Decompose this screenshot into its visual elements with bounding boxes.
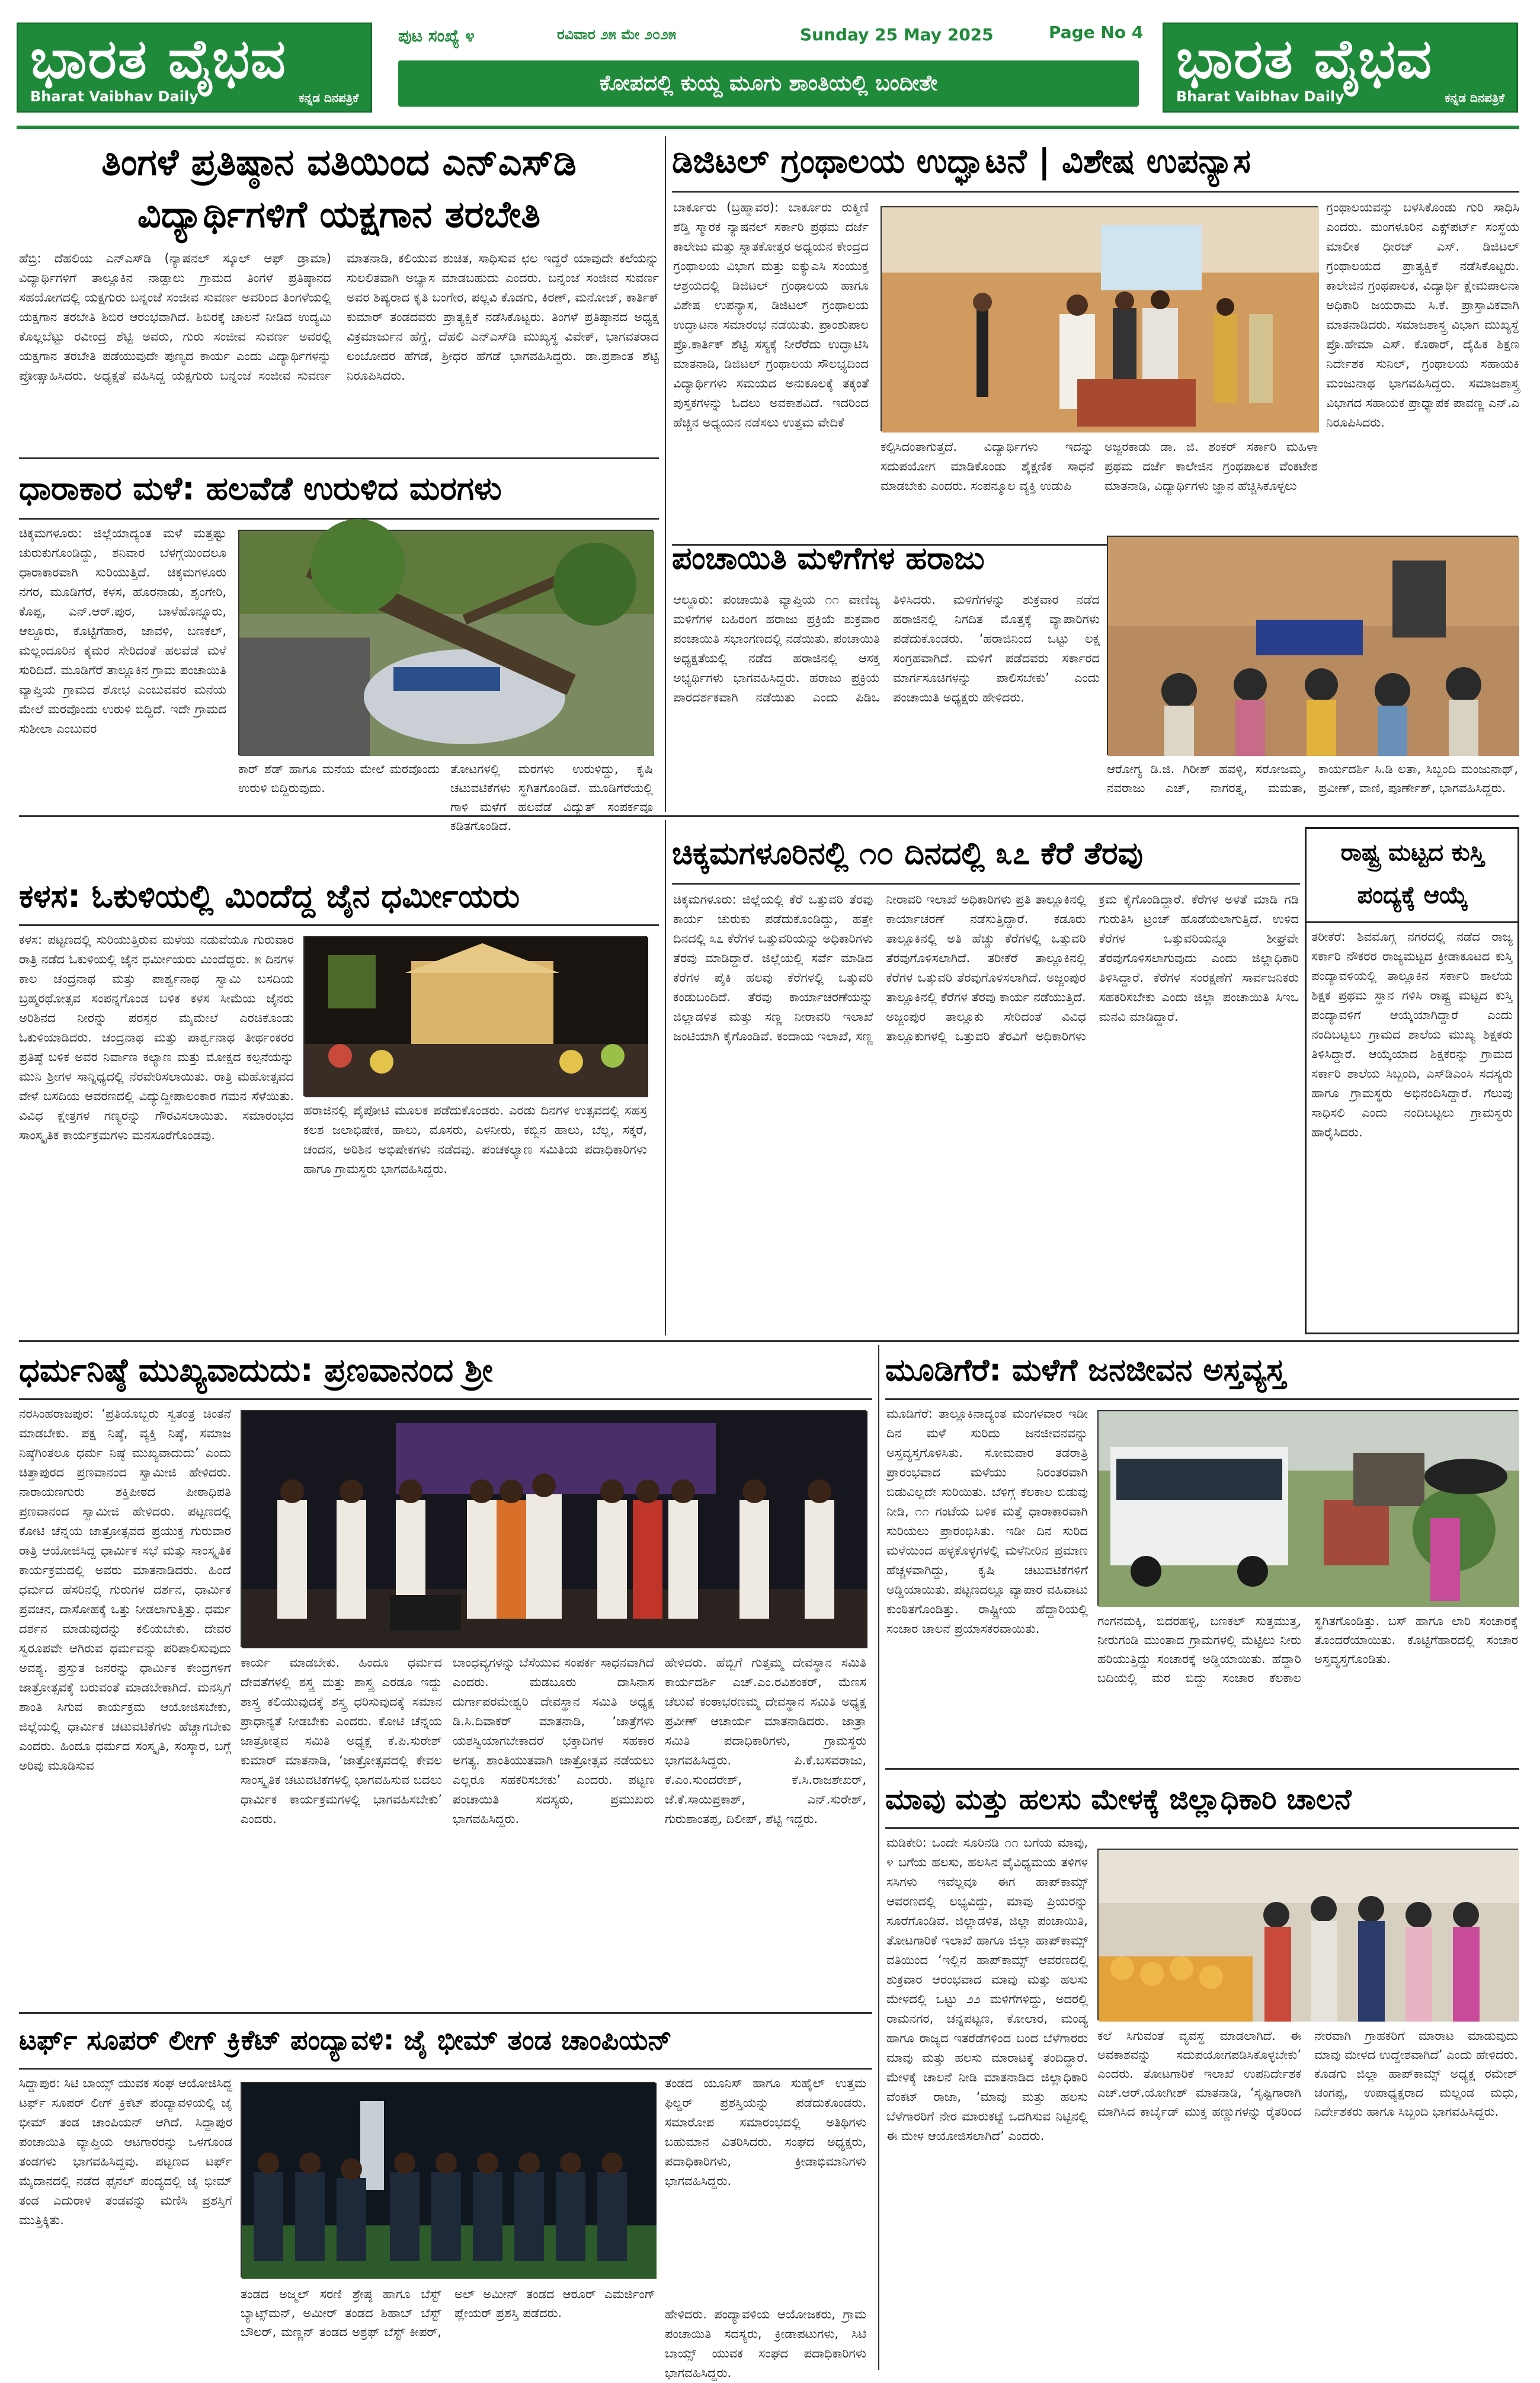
religious-event-photo bbox=[241, 1410, 866, 1647]
cricket-team-photo bbox=[241, 2082, 655, 2278]
article-7-underline bbox=[1307, 921, 1517, 923]
masthead-title-right: ಭಾರತ ವೈಭವ bbox=[1176, 27, 1433, 91]
fallen-tree-photo bbox=[238, 530, 653, 755]
article-2-body-2: ಗ್ರಂಥಾಲಯವನ್ನು ಬಳಸಿಕೊಂಡು ಗುರಿ ಸಾಧಿಸಿ ಎಂದರು. ಮಂಗಳೂರಿನ ಎಕ್ಸ್‌ಪರ್ಟ್ ಸಂಸ್ಥೆಯ ಮಾಲೀಕ ಧೀರಜ್ ಎಸ್. ಡಿಜಿಟಲ್ ಗ್ರಂಥಾಲಯದ ಪ್ರಾತ್ಯಕ್ಷಿಕೆ ನಡೆಸಿಕೊಟ್ಟರು. ಕಾಲೇಜಿನ ಗ್ರಂಥಪಾಲಕ, ವಿದ್ಯಾರ್ಥಿ ಕ್ಷೇಮಪಾಲನಾ ಅಧಿಕಾರಿ ಜಯರಾಮ ಸಿ.ಕೆ. ಪ್ರಾಸ್ತಾವಿಕವಾಗಿ ಮಾತನಾಡಿದರು. ಸಮಾಜಶಾಸ್ತ್ರ ವಿಭಾಗ ಮುಖ್ಯಸ್ಥೆ ಪ್ರೊ.ಹೇಮಾ ಎಸ್. ಕೊಠಾರ್, ದೈಹಿಕ ಶಿಕ್ಷಣ ನಿರ್ದೇಶಕ ಸುನಿಲ್, ಗ್ರಂಥಾಲಯ ಸಹಾಯಕಿ ಮಂಜುನಾಥ ಭಾಗವಹಿಸಿದ್ದರು. ಸಮಾಜಶಾಸ್ತ್ರ ವಿಭಾಗದ ಸಹಾಯಕ ಪ್ರಾಧ್ಯಾಪಕ ಪಾವಣ್ಣ ಎನ್.ಎ ನಿರೂಪಿಸಿದರು. bbox=[1326, 200, 1519, 430]
article-9-body: ಮೂಡಿಗೆರೆ: ತಾಲ್ಲೂಕಿನಾದ್ಯಂತ ಮಂಗಳವಾರ ಇಡೀ ದಿನ ಮಳೆ ಸುರಿದು ಜನಜೀವನವನ್ನು ಅಸ್ತವ್ಯಸ್ತಗೊಳಿಸಿತು. ಸೋಮವಾರ ತಡರಾತ್ರಿ ಪ್ರಾರಂಭವಾದ ಮಳೆಯು ನಿರಂತರವಾಗಿ ಬಿಡುವಿಲ್ಲದೇ ಸುರಿಯಿತು. ಬೆಳಿಗ್ಗೆ ಕೆಲಕಾಲ ಬಿಡುವು ನೀಡಿ, ೧೧ ಗಂಟೆಯ ಬಳಿಕ ಮತ್ತೆ ಧಾರಾಕಾರವಾಗಿ ಸುರಿಯಲು ಪ್ರಾರಂಭಿಸಿತು. ಇಡೀ ದಿನ ಸುರಿದ ಮಳೆಯಿಂದ ಹಳ್ಳಕೊಳ್ಳಗಳಲ್ಲಿ ಮಳೆನೀರಿನ ಪ್ರಮಾಣ ಹೆಚ್ಚಳವಾಗಿದ್ದು, ಕೃಷಿ ಚಟುವಟಿಕೆಗಳಿಗೆ ಅಡ್ಡಿಯಾಯಿತು. ಪಟ್ಟಣದಲ್ಲೂ ವ್ಯಾಪಾರ ವಹಿವಾಟು ಕುಂಠಿತಗೊಂಡಿತ್ತು. ರಾಷ್ಟ್ರೀಯ ಹೆದ್ದಾರಿಯಲ್ಲಿ ಸಂಚಾರ ಚಾಲನೆ ಪ್ರಯಾಸಕರವಾಯಿತು. bbox=[886, 1407, 1088, 1636]
article-6-headline: ಚಿಕ್ಕಮಗಳೂರಿನಲ್ಲಿ ೧೦ ದಿನದಲ್ಲಿ ೩೭ ಕೆರೆ ತೆರವು bbox=[672, 836, 1143, 872]
page-number: Page No 4 bbox=[1049, 23, 1144, 42]
article-9-caption: ಗಂಗನಮಕ್ಕಿ, ಬಿದರಹಳ್ಳಿ, ಬಣಕಲ್ ಸುತ್ತಮುತ್ತ, ನೀರುಗಂಡಿ ಮುಂತಾದ ಗ್ರಾಮಗಳಲ್ಲಿ ಮೆಟ್ಟಿಲು ನೀರು ಹರಿಯುತ್ತಿದ್ದು ಸಂಚಾರಕ್ಕೆ ಅಡ್ಡಿಯಾಯಿತು. ಹೆದ್ದಾರಿ ಬದಿಯಲ್ಲಿ ಮರ ಬಿದ್ದು ಸಂಚಾರ ಕೆಲಕಾಲ ಸ್ಥಗಿತಗೊಂಡಿತ್ತು. ಬಸ್ ಹಾಗೂ ಲಾರಿ ಸಂಚಾರಕ್ಕೆ ತೊಂದರೆಯಾಯಿತು. ಕೊಟ್ಟಿಗೆಹಾರದಲ್ಲಿ ಸಂಚಾರ ಅಸ್ತವ್ಯಸ್ತಗೊಂಡಿತು. bbox=[1097, 1614, 1518, 1685]
article-3-headline: ಧಾರಾಕಾರ ಮಳೆ: ಹಲವೆಡೆ ಉರುಳಿದ ಮರಗಳು bbox=[19, 470, 502, 507]
masthead-english-right: Bharat Vaibhav Daily bbox=[1176, 88, 1344, 105]
issue-number: ಪುಟ ಸಂಖ್ಯೆ ೪ bbox=[398, 26, 475, 46]
article-1-headline: ತಿಂಗಳೆ ಪ್ರತಿಷ್ಠಾನ ವತಿಯಿಂದ ಎನ್‌ಎಸ್‌ಡಿ ವಿದ್ಯಾರ್ಥಿಗಳಿಗೆ ಯಕ್ಷಗಾನ ತರಬೇತಿ bbox=[101, 140, 577, 236]
article-5-headline: ಕಳಸ: ಓಕುಳಿಯಲ್ಲಿ ಮಿಂದೆದ್ದ ಜೈನ ಧರ್ಮೀಯರು bbox=[19, 877, 520, 915]
jain-festival-photo bbox=[303, 936, 647, 1096]
mango-mela-photo bbox=[1097, 1849, 1518, 2020]
masthead-logo-left bbox=[17, 23, 372, 113]
article-2-body-1: ಬಾರ್ಕೂರು (ಬ್ರಹ್ಮಾವರ): ಬಾರ್ಕೂರು ರುಕ್ಮಿಣಿ ಶೆಡ್ತಿ ಸ್ಮಾರಕ ನ್ಯಾಷನಲ್ ಸರ್ಕಾರಿ ಪ್ರಥಮ ದರ್ಜೆ ಕಾಲೇಜು ಮತ್ತು ಸ್ನಾತಕೋತ್ತರ ಅಧ್ಯಯನ ಕೇಂದ್ರದ ಗ್ರಂಥಾಲಯ ವಿಭಾಗ ಮತ್ತು ಐಕ್ಯುಎಸಿ ಸಂಯುಕ್ತ ಆಶ್ರಯದಲ್ಲಿ ಡಿಜಿಟಲ್ ಗ್ರಂಥಾಲಯ ಹಾಗೂ ವಿಶೇಷ ಉಪನ್ಯಾಸ, ಡಿಜಿಟಲ್ ಗ್ರಂಥಾಲಯ ಉದ್ಘಾಟನಾ ಸಮಾರಂಭ ನಡೆಯಿತು. ಪ್ರಾಂಶುಪಾಲ ಪ್ರೊ.ಕಾರ್ತಿಕ್ ಶೆಟ್ಟಿ ಸಸ್ಯಕ್ಕೆ ನೀರೆರೆದು ಉದ್ಘಾಟಿಸಿ ಮಾತನಾಡಿ, ಡಿಜಿಟಲ್ ಗ್ರಂಥಾಲಯ ಸೌಲಭ್ಯದಿಂದ ವಿದ್ಯಾರ್ಥಿಗಳು ಸಮಯದ ಅನುಕೂಲಕ್ಕೆ ತಕ್ಕಂತೆ ಪುಸ್ತಕಗಳನ್ನು ಓದಲು ಅವಕಾಶವಿದೆ. ಇದರಿಂದ ಹೆಚ್ಚಿನ ಅಧ್ಯಯನ ನಡೆಸಲು ಉತ್ತಮ ವೇದಿಕೆ bbox=[673, 200, 869, 430]
article-7-headline: ರಾಷ್ಟ್ರ ಮಟ್ಟದ ಕುಸ್ತಿ ಪಂದ್ಯಕ್ಕೆ ಆಯ್ಕೆ bbox=[1340, 839, 1485, 909]
article-8-body-4: ಹೇಳಿದರು. ಹೆಬ್ಬಿಗೆ ಗುತ್ತಮ್ಮ ದೇವಸ್ಥಾನ ಸಮಿತಿ ಕಾರ್ಯದರ್ಶಿ ಎಚ್.ಎಂ.ರವಿಶಂಕರ್, ಮೆಣಸ ಚೆಲುವೆ ಕಂಠಾಭರಣಮ್ಮ ದೇವಸ್ಥಾನ ಸಮಿತಿ ಅಧ್ಯಕ್ಷ ಪ್ರವೀಣ್ ಆಚಾರ್ಯ ಮಾತನಾಡಿದರು. ಜಾತ್ರಾ ಸಮಿತಿ ಪದಾಧಿಕಾರಿಗಳು, ಗ್ರಾಮಸ್ಥರು ಭಾಗವಹಿಸಿದ್ದರು. ಪಿ.ಕೆ.ಬಸವರಾಜು, ಕೆ.ಎಂ.ಸುಂದರೇಶ್, ಕೆ.ಸಿ.ರಾಜಶೇಖರ್, ಜೆ.ಕೆ.ಸಾಯಿಪ್ರಕಾಶ್, ಎನ್.ಸುರೇಶ್, ಗುರುಶಾಂತಪ್ಪ, ದಿಲೀಪ್, ಶೆಟ್ಟಿ ಇದ್ದರು. bbox=[665, 1655, 866, 1826]
article-8-body-3: ಬಾಂಧವ್ಯಗಳನ್ನು ಬೆಸೆಯುವ ಸಂಪರ್ಕ ಸಾಧನವಾಗಿದೆ ಎಂದರು. ಮಡಬೂರು ದಾಸಿನಾಸ ದುರ್ಗಾಪರಮೇಶ್ವರಿ ದೇವಸ್ಥಾನ ಸಮಿತಿ ಅಧ್ಯಕ್ಷ ಡಿ.ಸಿ.ದಿವಾಕರ್ ಮಾತನಾಡಿ, ‘ಜಾತ್ರೆಗಳು ಯಶಸ್ವಿಯಾಗಬೇಕಾದರೆ ಭಕ್ತಾದಿಗಳ ಸಹಕಾರ ಅಗತ್ಯ. ಶಾಂತಿಯುತವಾಗಿ ಜಾತ್ರೋತ್ಸವ ನಡೆಯಲು ಎಲ್ಲರೂ ಸಹಕರಿಸಬೇಕು’ ಎಂದರು. ಪಟ್ಟಣ ಪಂಚಾಯಿತಿ ಸದಸ್ಯರು, ಪ್ರಮುಖರು ಭಾಗವಹಿಸಿದ್ದರು. bbox=[453, 1655, 654, 1826]
article-3-caption-2: ತೋಟಗಳಲ್ಲಿ ಮರಗಳು ಉರುಳಿದ್ದು, ಕೃಷಿ ಚಟುವಟಿಕೆಗಳು ಸ್ಥಗಿತಗೊಂಡಿವೆ. ಮೂಡಿಗೆರೆಯಲ್ಲಿ ಗಾಳಿ ಮಳೆಗೆ ಹಲವೆಡೆ ವಿದ್ಯುತ್ ಸಂಪರ್ಕವೂ ಕಡಿತಗೊಂಡಿದೆ. bbox=[450, 762, 653, 833]
article-5-caption: ಹರಾಜಿನಲ್ಲಿ ಪೈಪೋಟಿ ಮೂಲಕ ಪಡೆದುಕೊಂಡರು. ಎರಡು ದಿನಗಳ ಉತ್ಸವದಲ್ಲಿ ಸಹಸ್ರ ಕಲಶ ಜಲಾಭಿಷೇಕ, ಹಾಲು, ಮೊಸರು, ಎಳನೀರು, ಕಬ್ಬಿನ ಹಾಲು, ಬೆಲ್ಲ, ಸಕ್ಕರೆ, ಚಂದನ, ಅರಿಶಿನ ಅಭಿಷೇಕಗಳು ನಡೆದವು. ಪಂಚಕಲ್ಯಾಣ ಸಮಿತಿಯ ಪದಾಧಿಕಾರಿಗಳು ಹಾಗೂ ಗ್ರಾಮಸ್ಥರು ಭಾಗವಹಿಸಿದ್ದರು. bbox=[303, 1103, 647, 1176]
article-3-body: ಚಿಕ್ಕಮಗಳೂರು: ಜಿಲ್ಲೆಯಾದ್ಯಂತ ಮಳೆ ಮತ್ತಷ್ಟು ಚುರುಕುಗೊಂಡಿದ್ದು, ಶನಿವಾರ ಬೆಳಗ್ಗೆಯಿಂದಲೂ ಧಾರಾಕಾರವಾಗಿ ಸುರಿಯುತ್ತಿದೆ. ಚಿಕ್ಕಮಗಳೂರು ನಗರ, ಮೂಡಿಗೆರೆ, ಕಳಸ, ಹೊರನಾಡು, ಶೃಂಗೇರಿ, ಕೊಪ್ಪ, ಎನ್.ಆರ್.ಪುರ, ಬಾಳೆಹೊನ್ನೂರು, ಆಲ್ದೂರು, ಕೊಟ್ಟಿಗೆಹಾರ, ಜಾವಳಿ, ಬಣಕಲ್, ಮಲ್ಲಂದೂರಿನ ಕೈಮರ ಸೇರಿದಂತೆ ಹಲವೆಡೆ ಮಳೆ ಸುರಿದಿದೆ. ಮೂಡಿಗೆರೆ ತಾಲ್ಲೂಕಿನ ಗ್ರಾಮ ಪಂಚಾಯಿತಿ ವ್ಯಾಪ್ತಿಯ ಗ್ರಾಮದ ಶೋಭ ಎಂಬುವವರ ಮನೆಯ ಮೇಲೆ ಮರವೊಂದು ಉರುಳಿ ಬಿದ್ದಿದೆ. ಇದೇ ಗ್ರಾಮದ ಸುಶೀಲಾ ಎಂಬುವರ bbox=[19, 526, 226, 736]
masthead-kannada-sub: ಕನ್ನಡ ದಿನಪತ್ರಿಕೆ bbox=[299, 91, 358, 105]
masthead-logo-right bbox=[1163, 23, 1518, 113]
article-4-caption: ಆರೋಗ್ಯ ಡಿ.ಜಿ. ಗಿರೀಶ್ ಹವಳ್ಳಿ, ಸರೋಜಮ್ಮ, ನವರಾಜು ಎಚ್, ನಾಗರತ್ನ, ಮಮತಾ, ಕಾರ್ಯದರ್ಶಿ ಸಿ.ಡಿ ಲತಾ, ಸಿಬ್ಬಂದಿ ಮಂಜುನಾಥ್, ಪ್ರವೀಣ್, ವಾಣಿ, ಪೂರ್ಣೇಶ್, ಭಾಗವಹಿಸಿದ್ದರು. bbox=[1107, 762, 1518, 795]
article-9-underline bbox=[885, 1398, 1519, 1400]
article-5-underline bbox=[19, 924, 659, 926]
article-8-underline bbox=[19, 1398, 872, 1400]
row-divider-4 bbox=[19, 1340, 1519, 1342]
article-4-headline: ಪಂಚಾಯಿತಿ ಮಳಿಗೆಗಳ ಹರಾಜು bbox=[672, 541, 985, 576]
article-3-underline bbox=[19, 518, 659, 520]
article-2-underline bbox=[672, 191, 1519, 193]
article-8-body-2: ಕಾರ್ಯ ಮಾಡಬೇಕು. ಹಿಂದೂ ಧರ್ಮದ ದೇವತೆಗಳಲ್ಲಿ ಶಸ್ತ್ರ ಮತ್ತು ಶಾಸ್ತ್ರ ಎರಡೂ ಇದ್ದು ಶಾಸ್ತ್ರ ಕಲಿಯುವುದಕ್ಕೆ ಶಸ್ತ್ರ ಧರಿಸುವುದಕ್ಕೆ ಸಮಾನ ಪ್ರಾಧಾನ್ಯತೆ ನೀಡಬೇಕು ಎಂದರು. ಕೋಟಿ ಚೆನ್ನಯ ಜಾತ್ರೋತ್ಸವ ಸಮಿತಿ ಅಧ್ಯಕ್ಷ ಕೆ.ಪಿ.ಸುರೇಶ್ ಕುಮಾರ್ ಮಾತನಾಡಿ, ‘ಜಾತ್ರೋತ್ಸವದಲ್ಲಿ ಕೇವಲ ಸಾಂಸ್ಕೃತಿಕ ಚಟುವಟಿಕೆಗಳಲ್ಲಿ ಭಾಗವಹಿಸುವ ಬದಲು ಧಾರ್ಮಿಕ ಕಾರ್ಯಕ್ರಮಗಳಲ್ಲಿ ಭಾಗವಹಿಸಬೇಕು’ ಎಂದರು. bbox=[241, 1655, 442, 1826]
article-11-body-3: ಹೇಳಿದರು. ಪಂದ್ಯಾವಳಿಯ ಆಯೋಜಕರು, ಗ್ರಾಮ ಪಂಚಾಯಿತಿ ಸದಸ್ಯರು, ಕ್ರೀಡಾಪಟುಗಳು, ಸಿಟಿ ಬಾಯ್ಸ್ ಯುವಕ ಸಂಘದ ಪದಾಧಿಕಾರಿಗಳು ಭಾಗವಹಿಸಿದ್ದರು. bbox=[665, 2307, 866, 2380]
header-rule bbox=[17, 126, 1519, 129]
article-6-body: ಚಿಕ್ಕಮಗಳೂರು: ಜಿಲ್ಲೆಯಲ್ಲಿ ಕೆರೆ ಒತ್ತುವರಿ ತೆರವು ಕಾರ್ಯ ಚುರುಕು ಪಡೆದುಕೊಂಡಿದ್ದು, ಹತ್ತೇ ದಿನದಲ್ಲಿ ೩೭ ಕೆರೆಗಳ ಒತ್ತುವರಿಯನ್ನು ಅಧಿಕಾರಿಗಳು ತೆರವು ಮಾಡಿದ್ದಾರೆ. ಜಿಲ್ಲೆಯಲ್ಲಿ ಸರ್ವೆ ಮಾಡಿದ ಕೆರೆಗಳ ಪೈಕಿ ಹಲವು ಕೆರೆಗಳಲ್ಲಿ ಒತ್ತುವರಿ ಕಂಡುಬಂದಿದೆ. ತೆರವು ಕಾರ್ಯಾಚರಣೆಯನ್ನು ಜಿಲ್ಲಾಡಳಿತ ಮತ್ತು ಸಣ್ಣ ನೀರಾವರಿ ಇಲಾಖೆ ಜಂಟಿಯಾಗಿ ಕೈಗೊಂಡಿವೆ. ಕಂದಾಯ ಇಲಾಖೆ, ಸಣ್ಣ ನೀರಾವರಿ ಇಲಾಖೆ ಅಧಿಕಾರಿಗಳು ಪ್ರತಿ ತಾಲ್ಲೂಕಿನಲ್ಲಿ ಕಾರ್ಯಾಚರಣೆ ನಡೆಸುತ್ತಿದ್ದಾರೆ. ಕಡೂರು ತಾಲ್ಲೂಕಿನಲ್ಲಿ ಅತಿ ಹೆಚ್ಚು ಕೆರೆಗಳಲ್ಲಿ ಒತ್ತುವರಿ ತೆರವುಗೊಳಿಸಲಾಗಿದೆ. ತರೀಕೆರೆ ತಾಲ್ಲೂಕಿನಲ್ಲಿ ಕೆರೆಗಳ ಒತ್ತುವರಿ ತೆರವುಗೊಳಿಸಲಾಗಿದೆ. ಅಜ್ಜಂಪುರ ತಾಲ್ಲೂಕಿನಲ್ಲಿ ಕೆರೆಗಳ ತೆರವು ಕಾರ್ಯ ನಡೆಯುತ್ತಿದೆ. ಅಜ್ಜಂಪುರ ತಾಲ್ಲೂಕು ಸೇರಿದಂತೆ ವಿವಿಧ ತಾಲ್ಲೂಕುಗಳಲ್ಲಿ ಒತ್ತುವರಿ ತೆರವಿಗೆ ಅಧಿಕಾರಿಗಳು ಕ್ರಮ ಕೈಗೊಂಡಿದ್ದಾರೆ. ಕೆರೆಗಳ ಅಳತೆ ಮಾಡಿ ಗಡಿ ಗುರುತಿಸಿ ಟ್ರಂಚ್ ಹೊಡೆಯಲಾಗುತ್ತಿದೆ. ಉಳಿದ ಕೆರೆಗಳ ಒತ್ತುವರಿಯನ್ನೂ ಶೀಘ್ರವೇ ತೆರವುಗೊಳಿಸಲಾಗುವುದು ಎಂದು ಜಿಲ್ಲಾಧಿಕಾರಿ ತಿಳಿಸಿದ್ದಾರೆ. ಕೆರೆಗಳ ಸಂರಕ್ಷಣೆಗೆ ಸಾರ್ವಜನಿಕರು ಸಹಕರಿಸಬೇಕು ಎಂದು ಜಿಲ್ಲಾ ಪಂಚಾಯಿತಿ ಸಿಇಒ ಮನವಿ ಮಾಡಿದ್ದಾರೆ. bbox=[673, 892, 1299, 1043]
bus-rain-photo bbox=[1097, 1410, 1518, 1606]
article-11-body-2: ತಂಡದ ಯೂನಿಸ್ ಹಾಗೂ ಸುಹೈಲ್ ಉತ್ತಮ ಫಿಲ್ಡರ್ ಪ್ರಶಸ್ತಿಯನ್ನು ಪಡೆದುಕೊಂಡರು. ಸಮಾರೋಪ ಸಮಾರಂಭದಲ್ಲಿ ಅತಿಥಿಗಳು ಬಹುಮಾನ ವಿತರಿಸಿದರು. ಸಂಘದ ಅಧ್ಯಕ್ಷರು, ಪದಾಧಿಕಾರಿಗಳು, ಕ್ರೀಡಾಭಿಮಾನಿಗಳು ಭಾಗವಹಿಸಿದ್ದರು. bbox=[665, 2076, 866, 2188]
tagline: ಕೋಪದಲ್ಲಿ ಕುಯ್ದ ಮೂಗು ಶಾಂತಿಯಲ್ಲಿ ಬಂದೀತೇ bbox=[398, 60, 1139, 107]
masthead-kannada-sub-right: ಕನ್ನಡ ದಿನಪತ್ರಿಕೆ bbox=[1445, 91, 1504, 105]
article-7-box bbox=[1305, 827, 1519, 1334]
row-divider-1 bbox=[19, 457, 659, 459]
article-1-body: ಹೆಬ್ರಿ: ದೆಹಲಿಯ ಎನ್‌ಎಸ್‌ಡಿ (ನ್ಯಾಷನಲ್ ಸ್ಕೂಲ್ ಆಫ್ ಡ್ರಾಮಾ) ವಿದ್ಯಾರ್ಥಿಗಳಿಗೆ ತಾಲ್ಲೂಕಿನ ನಾಡ್ಪಾಲು ಗ್ರಾಮದ ತಿಂಗಳೆ ಪ್ರತಿಷ್ಠಾನದ ಸಹಯೋಗದಲ್ಲಿ ಯಕ್ಷಗುರು ಬನ್ನಂಜೆ ಸಂಜೀವ ಸುವರ್ಣ ಅವರಿಂದ ತಿಂಗಳೆಯಲ್ಲಿ ಯಕ್ಷಗಾನ ತರಬೇತಿ ಶಿಬಿರ ಆರಂಭವಾಗಿದೆ. ಶಿಬಿರಕ್ಕೆ ಚಾಲನೆ ನೀಡಿದ ಉದ್ಯಮಿ ಕೊಲ್ಲಬೆಟ್ಟು ರವೀಂದ್ರ ಶೆಟ್ಟಿ ಅವರು, ಗುರು ಸಂಜೀವ ಸುವರ್ಣ ಅವರಲ್ಲಿ ಯಕ್ಷಗಾನ ತರಬೇತಿ ಪಡೆಯುವುದೇ ಪುಣ್ಯದ ಕಾರ್ಯ ಎಂದು ವಿದ್ಯಾರ್ಥಿಗಳನ್ನು ಪ್ರೋತ್ಸಾಹಿಸಿದರು. ಅಧ್ಯಕ್ಷತೆ ವಹಿಸಿದ್ದ ಯಕ್ಷಗುರು ಬನ್ನಂಜೆ ಸಂಜೀವ ಸುವರ್ಣ ಮಾತನಾಡಿ, ಕಲಿಯುವ ಶುಚಿತ, ಸಾಧಿಸುವ ಛಲ ಇದ್ದರೆ ಯಾವುದೇ ಕಲೆಯನ್ನು ಸುಲಲಿತವಾಗಿ ಅಭ್ಯಾಸ ಮಾಡಬಹುದು ಎಂದರು. ಬನ್ನಂಜೆ ಸಂಜೀವ ಸುವರ್ಣ ಅವರ ಶಿಷ್ಯರಾದ ಕೃತಿ ಬಂಗೇರ, ಪಲ್ಲವಿ ಕೊಡಗು, ಕಿರಣ್, ಮನೋಜ್, ಕಾರ್ತಿಕ್ ಕುಮಾರ್ ತಂಡದವರು ಪ್ರಾತ್ಯಕ್ಷಿಕೆ ನಡೆಸಿಕೊಟ್ಟರು. ತಿಂಗಳೆ ಪ್ರತಿಷ್ಠಾನದ ಅಧ್ಯಕ್ಷ ವಿಕ್ರಮಾರ್ಜುನ ಹೆಗ್ಡೆ, ದೆಹಲಿ ಎನ್‌ಎಸ್‌ಡಿ ಮುಖ್ಯಸ್ಥ ವಿವೇಕ್, ಭಾಗವತರಾದ ಲಂಬೋದರ ಹೆಗಡೆ, ಶ್ರೀಧರ ಹೆಗಡೆ ಭಾಗವಹಿಸಿದ್ದರು. ಡಾ.ಪ್ರಶಾಂತ ಶೆಟ್ಟಿ ನಿರೂಪಿಸಿದರು. bbox=[19, 251, 659, 383]
article-11-caption: ತಂಡದ ಅಜ್ಮಲ್ ಸರಣಿ ಶ್ರೇಷ್ಠ ಹಾಗೂ ಬೆಸ್ಟ್ ಬ್ಯಾಟ್ಸ್‌ಮನ್, ಅಮೀರ್ ತಂಡದ ಶಿಹಾಬ್ ಬೆಸ್ಟ್ ಬೌಲರ್, ಮಣ್ಣನ್ ತಂಡದ ಅಶ್ರಫ್ ಬೆಸ್ಟ್ ಕೀಪರ್, ಅಲ್ ಅಮೀನ್ ತಂಡದ ಆರೂರ್ ಎಮರ್ಜಿಂಗ್ ಪ್ಲೇಯರ್ ಪ್ರಶಸ್ತಿ ಪಡೆದರು. bbox=[241, 2287, 655, 2339]
article-4-body: ಆಲ್ದೂರು: ಪಂಚಾಯಿತಿ ವ್ಯಾಪ್ತಿಯ ೧೧ ವಾಣಿಜ್ಯ ಮಳಿಗೆಗಳ ಬಹಿರಂಗ ಹರಾಜು ಪ್ರಕ್ರಿಯೆ ಶುಕ್ರವಾರ ಪಂಚಾಯಿತಿ ಸಭಾಂಗಣದಲ್ಲಿ ನಡೆಯಿತು. ಪಂಚಾಯಿತಿ ಅಧ್ಯಕ್ಷತೆಯಲ್ಲಿ ನಡೆದ ಹರಾಜಿನಲ್ಲಿ ಆಸಕ್ತ ಅಭ್ಯರ್ಥಿಗಳು ಭಾಗವಹಿಸಿದ್ದರು. ಹರಾಜು ಪ್ರಕ್ರಿಯೆ ಪಾರದರ್ಶಕವಾಗಿ ನಡೆಯಿತು ಎಂದು ಪಿಡಿಒ ತಿಳಿಸಿದರು. ಮಳಿಗೆಗಳನ್ನು ಶುಕ್ರವಾರ ನಡೆದ ಹರಾಜಿನಲ್ಲಿ ನಿಗದಿತ ಮೊತ್ತಕ್ಕೆ ವ್ಯಾಪಾರಿಗಳು ಪಡೆದುಕೊಂಡರು. ‘ಹರಾಜಿನಿಂದ ಒಟ್ಟು ಲಕ್ಷ ಸಂಗ್ರಹವಾಗಿದೆ. ಮಳಿಗೆ ಪಡೆದವರು ಸರ್ಕಾರದ ಮಾರ್ಗಸೂಚಿಗಳನ್ನು ಪಾಲಿಸಬೇಕು’ ಎಂದು ಪಂಚಾಯಿತಿ ಅಧ್ಯಕ್ಷರು ಹೇಳಿದರು. bbox=[673, 592, 1100, 704]
article-10-underline bbox=[885, 1827, 1519, 1829]
article-7-body: ತರೀಕೆರೆ: ಶಿವಮೊಗ್ಗ ನಗರದಲ್ಲಿ ನಡೆದ ರಾಜ್ಯ ಸರ್ಕಾರಿ ನೌಕರರ ರಾಜ್ಯಮಟ್ಟದ ಕ್ರೀಡಾಕೂಟದ ಕುಸ್ತಿ ಪಂದ್ಯಾವಳಿಯಲ್ಲಿ ತಾಲ್ಲೂಕಿನ ಸರ್ಕಾರಿ ಶಾಲೆಯ ಶಿಕ್ಷಕ ಪ್ರಥಮ ಸ್ಥಾನ ಗಳಿಸಿ ರಾಷ್ಟ್ರ ಮಟ್ಟದ ಕುಸ್ತಿ ಪಂದ್ಯಾವಳಿಗೆ ಆಯ್ಕೆಯಾಗಿದ್ದಾರೆ ಎಂದು ನಂದಿಬಟ್ಟಲು ಗ್ರಾಮದ ಶಾಲೆಯ ಮುಖ್ಯ ಶಿಕ್ಷಕರು ತಿಳಿಸಿದ್ದಾರೆ. ಆಯ್ಕೆಯಾದ ಶಿಕ್ಷಕರನ್ನು ಗ್ರಾಮದ ಸರ್ಕಾರಿ ಶಾಲೆಯ ಸಿಬ್ಬಂದಿ, ಎಸ್‌ಡಿಎಂಸಿ ಸದಸ್ಯರು ಹಾಗೂ ಗ್ರಾಮಸ್ಥರು ಅಭಿನಂದಿಸಿದ್ದಾರೆ. ಗೆಲುವು ಸಾಧಿಸಲಿ ಎಂದು ನಂದಿಬಟ್ಟಲು ಗ್ರಾಮಸ್ಥರು ಹಾರೈಸಿದರು. bbox=[1311, 930, 1513, 1139]
article-10-body: ಮಡಿಕೇರಿ: ಒಂದೇ ಸೂರಿನಡಿ ೧೧ ಬಗೆಯ ಮಾವು, ೪ ಬಗೆಯ ಹಲಸು, ಹಲಸಿನ ವೈವಿಧ್ಯಮಯ ತಳಿಗಳ ಸಸಿಗಳು ಇವೆಲ್ಲವೂ ಈಗ ಹಾಪ್‌ಕಾಮ್ಸ್ ಆವರಣದಲ್ಲಿ ಲಭ್ಯವಿದ್ದು, ಮಾವು ಪ್ರಿಯರನ್ನು ಸೂರೆಗೊಂಡಿವೆ. ಜಿಲ್ಲಾಡಳಿತ, ಜಿಲ್ಲಾ ಪಂಚಾಯಿತಿ, ತೋಟಗಾರಿಕೆ ಇಲಾಖೆ ಹಾಗೂ ಜಿಲ್ಲಾ ಹಾಪ್‌ಕಾಮ್ಸ್ ವತಿಯಿಂದ ‘ಇಲ್ಲಿನ ಹಾಪ್‌ಕಾಮ್ಸ್ ಆವರಣದಲ್ಲಿ ಶುಕ್ರವಾರ ಆರಂಭವಾದ ಮಾವು ಮತ್ತು ಹಲಸು ಮೇಳದಲ್ಲಿ ಒಟ್ಟು ೨೨ ಮಳಿಗೆಗಳಿದ್ದು, ಅದರಲ್ಲಿ ರಾಮನಗರ, ಚನ್ನಪಟ್ಟಣ, ಕೋಲಾರ, ಮಂಡ್ಯ ಹಾಗೂ ರಾಜ್ಯದ ಇತರೆಡೆಗಳಿಂದ ಬಂದ ಬೆಳೆಗಾರರು ಮಾವು ಮತ್ತು ಹಲಸು ಮಾರಾಟಕ್ಕೆ ತಂದಿದ್ದಾರೆ. ಮೇಳಕ್ಕೆ ಚಾಲನೆ ನೀಡಿ ಮಾತನಾಡಿದ ಜಿಲ್ಲಾಧಿಕಾರಿ ವೆಂಕಟ್ ರಾಜಾ, ‘ಮಾವು ಮತ್ತು ಹಲಸು ಬೆಳೆಗಾರರಿಗೆ ನೇರ ಮಾರುಕಟ್ಟೆ ಒದಗಿಸುವ ನಿಟ್ಟಿನಲ್ಲಿ ಈ ಮೇಳ ಆಯೋಜಿಸಲಾಗಿದೆ’ ಎಂದರು. bbox=[886, 1836, 1088, 2143]
kannada-date: ರವಿವಾರ ೨೫ ಮೇ ೨೦೨೫ bbox=[557, 26, 677, 43]
row-divider-6 bbox=[19, 2012, 872, 2014]
article-8-headline: ಧರ್ಮನಿಷ್ಠೆ ಮುಖ್ಯವಾದುದು: ಪ್ರಣವಾನಂದ ಶ್ರೀ bbox=[19, 1351, 493, 1389]
article-2-headline: ಡಿಜಿಟಲ್ ಗ್ರಂಥಾಲಯ ಉದ್ಘಾಟನೆ | ವಿಶೇಷ ಉಪನ್ಯಾಸ bbox=[672, 142, 1251, 181]
row-divider-5 bbox=[885, 1768, 1519, 1770]
column-divider-3 bbox=[878, 1345, 879, 2370]
article-5-body: ಕಳಸ: ಪಟ್ಟಣದಲ್ಲಿ ಸುರಿಯುತ್ತಿರುವ ಮಳೆಯ ನಡುವೆಯೂ ಗುರುವಾರ ರಾತ್ರಿ ನಡೆದ ಓಕುಳಿಯಲ್ಲಿ ಜೈನ ಧರ್ಮೀಯರು ಮಿಂದೆದ್ದರು. ೫ ದಿನಗಳ ಕಾಲ ಚಂದ್ರನಾಥ ಮತ್ತು ಪಾರ್ಶ್ವನಾಥ ಸ್ವಾಮಿ ಬಸದಿಯ ಬ್ರಹ್ಮರಥೋತ್ಸವ ಸಂಪನ್ನಗೊಂಡ ಬಳಿಕ ಕಳಸ ಸೀಮೆಯ ಜೈನರು ಅರಿಶಿನದ ನೀರನ್ನು ಪರಸ್ಪರ ಮೈಮೇಲೆ ಎರಚಿಕೊಂಡು ಓಕುಳಿಯಾಡಿದರು. ಚಂದ್ರನಾಥ ಮತ್ತು ಪಾರ್ಶ್ವನಾಥ ತೀರ್ಥಂಕರರ ಪ್ರತಿಷ್ಠೆ ಬಳಿಕ ಅವರ ನಿರ್ವಾಣ ಕಲ್ಯಾಣ ಮತ್ತು ಮೋಕ್ಷದ ಕಲ್ಪನೆಯನ್ನು ಮುನಿ ಶ್ರೀಗಳ ಸಾನ್ನಿಧ್ಯದಲ್ಲಿ ನೆರವೇರಿಸಲಾಯಿತು. ರಾತ್ರಿ ಮಹೋತ್ಸವದ ವೇಳೆ ಬಸದಿಯ ಆವರಣದಲ್ಲಿ ವಿದ್ಯುದ್ದೀಪಾಲಂಕಾರ ಗಮನ ಸೆಳೆಯಿತು. ವಿವಿಧ ಕ್ಷೇತ್ರಗಳ ಗಣ್ಯರನ್ನು ಗೌರವಿಸಲಾಯಿತು. ಸಮಾರಂಭದ ಸಾಂಸ್ಕೃತಿಕ ಕಾರ್ಯಕ್ರಮಗಳು ಮನಸೂರೆಗೊಂಡವು. bbox=[19, 933, 294, 1142]
article-9-headline: ಮೂಡಿಗೆರೆ: ಮಳೆಗೆ ಜನಜೀವನ ಅಸ್ತವ್ಯಸ್ತ bbox=[885, 1353, 1286, 1388]
masthead-title: ಭಾರತ ವೈಭವ bbox=[30, 27, 287, 91]
auction-photo bbox=[1107, 536, 1518, 755]
article-11-underline bbox=[19, 2068, 872, 2070]
article-11-body-1: ಸಿದ್ದಾಪುರ: ಸಿಟಿ ಬಾಯ್ಸ್ ಯುವಕ ಸಂಘ ಆಯೋಜಿಸಿದ್ದ ಟರ್ಫ್ ಸೂಪರ್ ಲೀಗ್ ಕ್ರಿಕೆಟ್ ಪಂದ್ಯಾವಳಿಯಲ್ಲಿ ಜೈ ಭೀಮ್ ತಂಡ ಚಾಂಪಿಯನ್ ಆಗಿದೆ. ಸಿದ್ದಾಪುರ ಪಂಚಾಯಿತಿ ವ್ಯಾಪ್ತಿಯ ಆಟಗಾರರನ್ನು ಒಳಗೊಂಡ ತಂಡಗಳು ಭಾಗವಹಿಸಿದ್ದವು. ಪಟ್ಟಣದ ಟರ್ಫ್ ಮೈದಾನದಲ್ಲಿ ನಡೆದ ಫೈನಲ್ ಪಂದ್ಯದಲ್ಲಿ ಜೈ ಭೀಮ್ ತಂಡ ಎದುರಾಳಿ ತಂಡವನ್ನು ಮಣಿಸಿ ಪ್ರಶಸ್ತಿಗೆ ಮುತ್ತಿಕ್ಕಿತು. bbox=[19, 2076, 232, 2227]
article-11-headline: ಟರ್ಫ್ ಸೂಪರ್ ಲೀಗ್ ಕ್ರಿಕೆಟ್ ಪಂದ್ಯಾವಳಿ: ಜೈ ಭೀಮ್ ತಂಡ ಚಾಂಪಿಯನ್ bbox=[19, 2024, 673, 2056]
article-2-body-3: ಕಲ್ಪಿಸಿದಂತಾಗುತ್ತದೆ. ವಿದ್ಯಾರ್ಥಿಗಳು ಇದನ್ನು ಸದುಪಯೋಗ ಮಾಡಿಕೊಂಡು ಶೈಕ್ಷಣಿಕ ಸಾಧನೆ ಮಾಡಬೇಕು ಎಂದರು. ಸಂಪನ್ಮೂಲ ವ್ಯಕ್ತಿ ಉಡುಪಿ bbox=[881, 440, 1094, 493]
article-2-body-4: ಅಜ್ಜರಕಾಡು ಡಾ. ಜಿ. ಶಂಕರ್ ಸರ್ಕಾರಿ ಮಹಿಳಾ ಪ್ರಥಮ ದರ್ಜೆ ಕಾಲೇಜಿನ ಗ್ರಂಥಪಾಲಕ ವೆಂಕಟೇಶ ಮಾತನಾಡಿ, ವಿದ್ಯಾರ್ಥಿಗಳು ಜ್ಞಾನ ಹೆಚ್ಚಿಸಿಕೊಳ್ಳಲು bbox=[1104, 440, 1318, 493]
english-date: Sunday 25 May 2025 bbox=[800, 25, 994, 44]
library-photo bbox=[881, 206, 1318, 431]
article-6-underline bbox=[672, 883, 1300, 885]
column-divider bbox=[665, 136, 666, 812]
article-10-headline: ಮಾವು ಮತ್ತು ಹಲಸು ಮೇಳಕ್ಕೆ ಜಿಲ್ಲಾಧಿಕಾರಿ ಚಾಲನೆ bbox=[885, 1783, 1352, 1816]
article-3-caption: ಕಾರ್ ಶೆಡ್ ಹಾಗೂ ಮನೆಯ ಮೇಲೆ ಮರವೊಂದು ಉರುಳಿ ಬಿದ್ದಿರುವುದು. bbox=[238, 762, 440, 795]
article-10-caption: ಕಲೆ ಸಿಗುವಂತೆ ವ್ಯವಸ್ಥೆ ಮಾಡಲಾಗಿದೆ. ಈ ಅವಕಾಶವನ್ನು ಸದುಪಯೋಗಪಡಿಸಿಕೊಳ್ಳಬೇಕು’ ಎಂದರು. ತೋಟಗಾರಿಕೆ ಇಲಾಖೆ ಉಪನಿರ್ದೇಶಕ ಎಚ್.ಆರ್.ಯೋಗೀಶ್ ಮಾತನಾಡಿ, ‘ಸೃಷ್ಟಿಗಾರಾಗಿ ಮಾಗಿಸಿದ ಕಾರ್ಬೈಡ್ ಮುಕ್ತ ಹಣ್ಣುಗಳನ್ನು ರೈತರಿಂದ ನೇರವಾಗಿ ಗ್ರಾಹಕರಿಗೆ ಮಾರಾಟ ಮಾಡುವುದು ಮಾವು ಮೇಳದ ಉದ್ದೇಶವಾಗಿದೆ’ ಎಂದು ಹೇಳಿದರು. ಕೊಡಗು ಜಿಲ್ಲಾ ಹಾಪ್‌ಕಾಮ್ಸ್ ಅಧ್ಯಕ್ಷ ರಮೇಶ್ ಚಂಗಪ್ಪ, ಉಪಾಧ್ಯಕ್ಷರಾದ ಮಲ್ಲಂಡ ಮಧು, ನಿರ್ದೇಶಕರು ಹಾಗೂ ಸಿಬ್ಬಂದಿ ಭಾಗವಹಿಸಿದ್ದರು. bbox=[1097, 2029, 1518, 2119]
masthead-english: Bharat Vaibhav Daily bbox=[30, 88, 198, 105]
row-divider-3 bbox=[19, 815, 1519, 817]
column-divider-2 bbox=[665, 820, 666, 1335]
article-8-body-1: ನರಸಿಂಹರಾಜಪುರ: ‘ಪ್ರತಿಯೊಬ್ಬರು ಸ್ವತಂತ್ರ ಚಿಂತನೆ ಮಾಡಬೇಕು. ಪಕ್ಷ ನಿಷ್ಠೆ, ವ್ಯಕ್ತಿ ನಿಷ್ಠೆ, ಸಮಾಜ ನಿಷ್ಠೆಗಿಂತಲೂ ಧರ್ಮ ನಿಷ್ಠೆ ಮುಖ್ಯವಾದುದು’ ಎಂದು ಚಿತ್ತಾಪುರದ ಪ್ರಣವಾನಂದ ಸ್ವಾಮೀಜಿ ಹೇಳಿದರು. ನಾರಾಯಣಗುರು ಶಕ್ತಿಪೀಠದ ಪೀಠಾಧಿಪತಿ ಪ್ರಣವಾನಂದ ಸ್ವಾಮೀಜಿ ಹೇಳಿದರು. ಪಟ್ಟಣದಲ್ಲಿ ಕೋಟಿ ಚೆನ್ನಯ ಜಾತ್ರೋತ್ಸವದ ಪ್ರಯುಕ್ತ ಗುರುವಾರ ರಾತ್ರಿ ಆಯೋಜಿಸಿದ್ದ ಧಾರ್ಮಿಕ ಸಭೆ ಮತ್ತು ಸಾಂಸ್ಕೃತಿಕ ಕಾರ್ಯಕ್ರಮದಲ್ಲಿ ಅವರು ಮಾತನಾಡಿದರು. ಹಿಂದೆ ಧರ್ಮದ ಹೆಸರಿನಲ್ಲಿ ಗುರುಗಳ ದರ್ಶನ, ಧಾರ್ಮಿಕ ಪ್ರವಚನ, ದಾಸೋಹಕ್ಕೆ ಒತ್ತು ನೀಡಲಾಗುತ್ತಿತ್ತು. ಧರ್ಮ ದರ್ಶನ ಮಾಡುವುದನ್ನು ಕಲಿಯಬೇಕು. ದೇವರ ಸ್ವರೂಪವೇ ಆಗಿರುವ ಧರ್ಮವನ್ನು ಪರಿಪಾಲಿಸುವುದು ಅವಶ್ಯ. ಪ್ರಸ್ತುತ ಜನರನ್ನು ಧಾರ್ಮಿಕ ಕೇಂದ್ರಗಳಿಗೆ ಜಾತ್ರೋತ್ಸವಕ್ಕೆ ಬರುವಂತೆ ಮಾಡಬೇಕಾಗಿದೆ. ಮನಸ್ಸಿಗೆ ಶಾಂತಿ ಸಿಗುವ ಕಾರ್ಯಕ್ರಮ ಆಯೋಜಿಸಬೇಕು, ಜಿಲ್ಲೆಯಲ್ಲಿ ಧಾರ್ಮಿಕ ಚಟುವಟಿಕೆಗಳು ಹೆಚ್ಚಾಗಬೇಕು ಎಂದರು. ಹಿಂದೂ ಧರ್ಮದ ಸಂಸ್ಕೃತಿ, ಸಂಸ್ಕಾರ, ಬಗ್ಗೆ ಅರಿವು ಮೂಡಿಸುವ bbox=[19, 1407, 231, 1773]
